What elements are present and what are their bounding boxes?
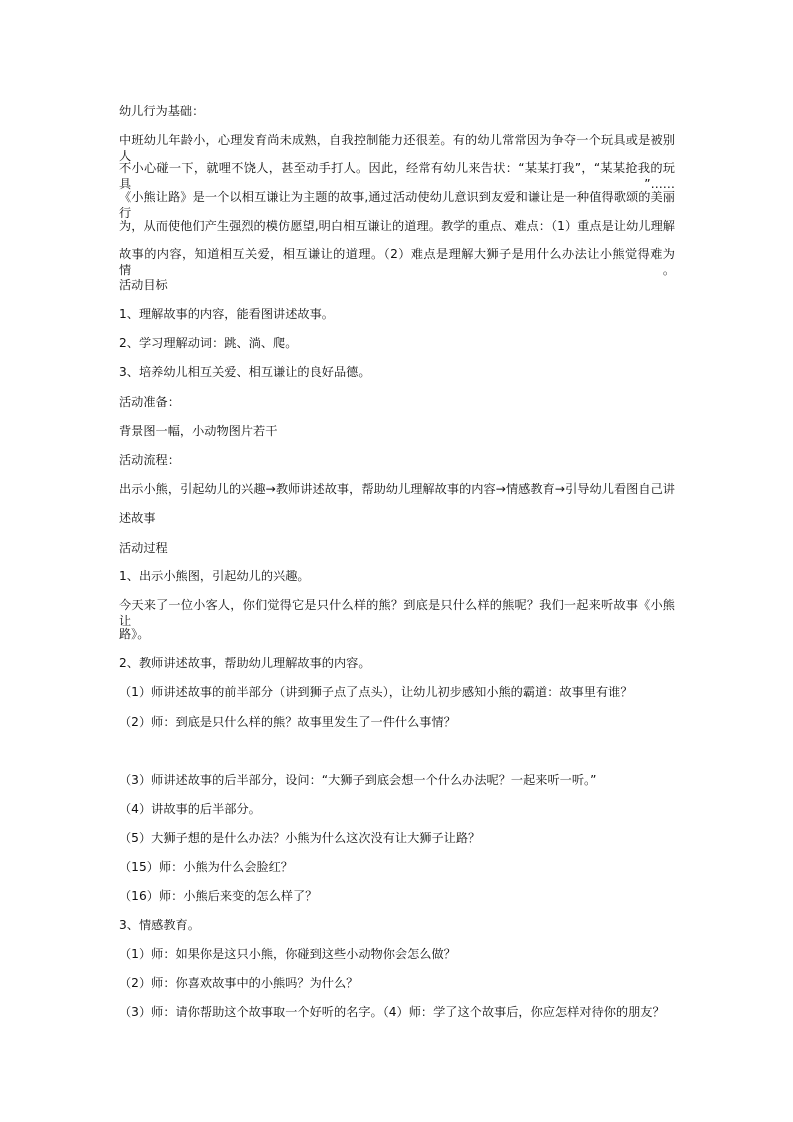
heading-activity-flow: 活动流程：: [119, 453, 180, 467]
list-item: 2、学习理解动词：跳、淌、爬。: [119, 336, 298, 350]
list-item: （16）师：小熊后来变的怎么样了？: [119, 889, 318, 903]
list-item: 1、出示小熊图，引起幼儿的兴趣。: [119, 569, 310, 583]
paragraph-line: 中班幼儿年龄小，心理发育尚未成熟，自我控制能力还很差。有的幼儿常常因为争夺一个玩具或是被别人: [119, 133, 675, 163]
list-item: 1、理解故事的内容，能看图讲述故事。: [119, 307, 334, 321]
list-item: （3）师讲述故事的后半部分，设问：“大狮子到底会想一个什么办法呢？一起来听一听。”: [119, 773, 597, 787]
paragraph-line: 不小心碰一下，就哩不饶人，甚至动手打人。因此，经常有幼儿来告状：“某某打我”，“某某抢我的玩具”……: [119, 161, 675, 191]
list-item: （5）大狮子想的是什么办法？小熊为什么这次没有让大狮子让路？: [119, 831, 481, 845]
list-item: （2）师：到底是只什么样的熊？故事里发生了一件什么事情？: [119, 715, 456, 729]
list-item: （1）师讲述故事的前半部分（讲到狮子点了点头），让幼儿初步感知小熊的霸道：故事里有谁？: [119, 685, 633, 699]
paragraph-line: 为，从而使他们产生强烈的模仿愿望,明白相互谦让的道理。教学的重点、难点：（1）重点是让幼儿理解: [119, 219, 675, 233]
heading-activity-prep: 活动准备：: [119, 395, 180, 409]
heading-activity-process: 活动过程: [119, 541, 168, 555]
paragraph-line: 今天来了一位小客人，你们觉得它是只什么样的熊？到底是只什么样的熊呢？我们一起来听故事《小熊让: [119, 598, 675, 628]
paragraph-line: 背景图一幅，小动物图片若干: [119, 424, 278, 438]
list-item: （3）师：请你帮助这个故事取一个好听的名字。（4）师：学了这个故事后，你应怎样对待你的朋友？: [119, 1005, 665, 1019]
heading-child-behavior: 幼儿行为基础：: [119, 104, 205, 118]
paragraph-line: 述故事: [119, 511, 156, 525]
paragraph-line: 出示小熊，引起幼儿的兴趣→教师讲述故事，帮助幼儿理解故事的内容→情感教育→引导幼儿看图自己讲: [119, 482, 675, 496]
list-item: （2）师：你喜欢故事中的小熊吗？为什么？: [119, 976, 359, 990]
list-item: 2、教师讲述故事，帮助幼儿理解故事的内容。: [119, 656, 371, 670]
paragraph-line: 故事的内容，知道相互关爱，相互谦让的道理。（2）难点是理解大狮子是用什么办法让小熊觉得难为情。: [119, 247, 675, 277]
heading-activity-goals: 活动目标: [119, 278, 168, 292]
list-item: 3、培养幼儿相互关爱、相互谦让的良好品德。: [119, 365, 371, 379]
list-item: 3、情感教育。: [119, 918, 200, 932]
list-item: （4）讲故事的后半部分。: [119, 802, 261, 816]
paragraph-line: 《小熊让路》是一个以相互谦让为主题的故事,通过活动使幼儿意识到友爱和谦让是一种值得歌颂的美丽行: [119, 190, 675, 220]
paragraph-line: 路》。: [119, 627, 150, 641]
list-item: （1）师：如果你是这只小熊，你碰到这些小动物你会怎么做？: [119, 947, 456, 961]
list-item: （15）师：小熊为什么会脸红？: [119, 860, 293, 874]
